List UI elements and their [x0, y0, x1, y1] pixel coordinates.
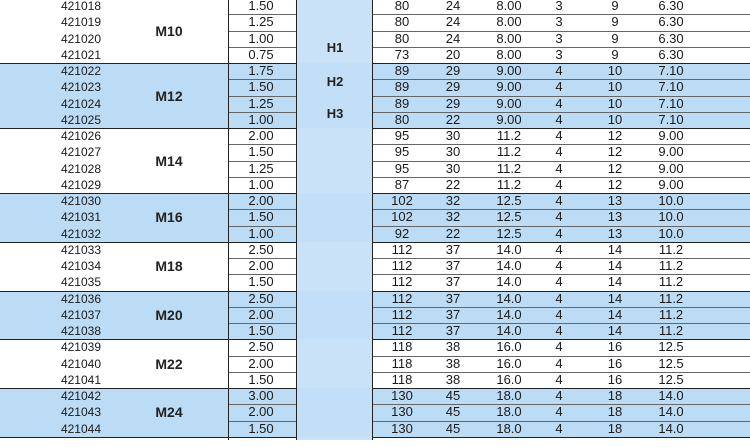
cell-c: 12.5: [496, 225, 522, 241]
cell-b: 37: [445, 323, 461, 338]
cell-a: 130: [391, 420, 413, 436]
cell-b: 29: [445, 79, 461, 95]
cell-a: 80: [394, 14, 410, 30]
cell-a: 112: [391, 306, 413, 322]
cell-code: 421019: [60, 15, 101, 30]
cell-e: 12: [607, 128, 623, 143]
cell-pitch: 3.00: [248, 388, 274, 403]
tolerance-column-fg: [296, 0, 372, 440]
cell-a: 130: [391, 404, 413, 420]
cell-code: 421025: [60, 112, 101, 127]
cell-f: 14.0: [658, 420, 684, 436]
tolerance-label: H3: [326, 106, 344, 121]
group-separator: [0, 339, 228, 340]
cell-f: 7.10: [658, 111, 684, 127]
tolerance-label: H2: [326, 74, 344, 89]
cell-e: 18: [607, 388, 623, 403]
tolerance-label: H1: [326, 40, 344, 55]
cell-a: 118: [391, 355, 413, 371]
cell-e: 14: [607, 306, 623, 322]
cell-pitch: 1.50: [248, 323, 274, 338]
cell-e: 13: [607, 225, 623, 241]
group-separator: [0, 193, 228, 194]
cell-e: 12: [607, 144, 623, 160]
cell-b: 24: [445, 14, 461, 30]
cell-b: 32: [445, 193, 461, 208]
cell-d: 4: [555, 160, 563, 176]
cell-d: 4: [555, 371, 563, 387]
cell-a: 130: [391, 388, 413, 403]
cell-e: 18: [607, 420, 623, 436]
cell-c: 8.00: [496, 30, 522, 46]
cell-f: 14.0: [658, 404, 684, 420]
cell-pitch: 2.00: [248, 404, 274, 420]
cell-d: 4: [555, 274, 563, 290]
cell-d: 4: [555, 95, 563, 111]
cell-e: 10: [607, 95, 623, 111]
cell-pitch: 1.50: [248, 144, 274, 160]
cell-code: 421029: [60, 177, 101, 192]
cell-pitch: 1.00: [248, 30, 274, 46]
cell-b: 30: [445, 144, 461, 160]
cell-f: 14.0: [658, 388, 684, 403]
cell-c: 9.00: [496, 63, 522, 78]
cell-e: 14: [607, 290, 623, 306]
cell-pitch: 2.50: [248, 241, 274, 257]
cell-b: 32: [445, 209, 461, 225]
cell-e: 16: [607, 339, 623, 355]
cell-f: 12.5: [658, 339, 684, 355]
group-separator: [228, 437, 296, 438]
cell-f: 6.30: [658, 30, 684, 46]
cell-f: 6.30: [658, 46, 684, 62]
cell-e: 13: [607, 209, 623, 225]
cell-b: 38: [445, 339, 461, 355]
cell-c: 18.0: [496, 420, 522, 436]
cell-b: 30: [445, 160, 461, 176]
cell-a: 73: [394, 46, 410, 62]
group-separator: [0, 242, 228, 243]
cell-e: 16: [607, 355, 623, 371]
cell-a: 92: [394, 225, 410, 241]
cell-f: 11.2: [658, 290, 684, 306]
cell-pitch: 2.00: [248, 128, 274, 143]
cell-c: 14.0: [496, 323, 522, 338]
cell-a: 95: [394, 144, 410, 160]
cell-pitch: 2.00: [248, 258, 274, 273]
thread-size-label: M18: [155, 258, 183, 275]
cell-pitch: 2.00: [248, 193, 274, 208]
cell-a: 112: [391, 258, 413, 273]
cell-a: 102: [391, 209, 413, 225]
cell-code: 421034: [60, 259, 101, 273]
cell-c: 8.00: [496, 46, 522, 62]
cell-pitch: 1.25: [248, 160, 274, 176]
cell-d: 4: [555, 193, 563, 208]
cell-b: 45: [445, 420, 461, 436]
cell-c: 14.0: [496, 241, 522, 257]
cell-code: 421028: [60, 161, 101, 176]
cell-b: 29: [445, 95, 461, 111]
cell-pitch: 1.50: [248, 209, 274, 225]
cell-d: 4: [555, 290, 563, 306]
cell-d: 4: [555, 306, 563, 322]
cell-a: 89: [394, 79, 410, 95]
thread-size-label: M24: [155, 404, 183, 421]
cell-pitch: 2.00: [248, 306, 274, 322]
column-line: [372, 0, 373, 440]
cell-c: 14.0: [496, 290, 522, 306]
cell-d: 4: [555, 388, 563, 403]
cell-pitch: 1.50: [248, 79, 274, 95]
cell-c: 11.2: [496, 160, 522, 176]
cell-d: 4: [555, 225, 563, 241]
group-separator: [0, 63, 228, 64]
cell-code: 421036: [60, 291, 101, 306]
cell-f: 7.10: [658, 95, 684, 111]
cell-f: 10.0: [658, 193, 684, 208]
cell-a: 80: [394, 0, 410, 13]
cell-a: 89: [394, 95, 410, 111]
cell-c: 18.0: [496, 388, 522, 403]
cell-f: 10.0: [658, 225, 684, 241]
cell-d: 4: [555, 111, 563, 127]
cell-e: 13: [607, 193, 623, 208]
cell-pitch: 1.25: [248, 95, 274, 111]
cell-b: 37: [445, 241, 461, 257]
cell-e: 16: [607, 371, 623, 387]
cell-d: 4: [555, 258, 563, 273]
cell-e: 9: [611, 30, 619, 46]
cell-e: 14: [607, 274, 623, 290]
cell-d: 4: [555, 128, 563, 143]
cell-c: 12.5: [496, 193, 522, 208]
thread-size-label: M20: [155, 306, 183, 323]
cell-c: 9.00: [496, 95, 522, 111]
cell-f: 9.00: [658, 176, 684, 192]
cell-c: 16.0: [496, 355, 522, 371]
cell-b: 22: [445, 225, 461, 241]
cell-d: 4: [555, 323, 563, 338]
cell-d: 3: [555, 0, 563, 13]
cell-code: 421020: [60, 31, 101, 46]
cell-c: 14.0: [496, 306, 522, 322]
cell-a: 102: [391, 193, 413, 208]
cell-code: 421042: [60, 389, 101, 403]
cell-f: 11.2: [658, 258, 684, 273]
cell-c: 9.00: [496, 79, 522, 95]
cell-code: 421018: [60, 0, 101, 13]
cell-f: 6.30: [658, 0, 684, 13]
cell-c: 8.00: [496, 14, 522, 30]
cell-d: 3: [555, 46, 563, 62]
cell-b: 24: [445, 0, 461, 13]
cell-pitch: 1.50: [248, 420, 274, 436]
cell-b: 45: [445, 404, 461, 420]
cell-pitch: 1.75: [248, 63, 274, 78]
column-line: [296, 0, 297, 440]
cell-a: 112: [391, 274, 413, 290]
cell-b: 38: [445, 371, 461, 387]
cell-f: 12.5: [658, 371, 684, 387]
cell-code: 421035: [60, 275, 101, 290]
cell-b: 20: [445, 46, 461, 62]
cell-d: 4: [555, 404, 563, 420]
cell-d: 4: [555, 339, 563, 355]
cell-a: 95: [394, 160, 410, 176]
cell-code: 421044: [60, 421, 101, 436]
cell-code: 421027: [60, 145, 101, 160]
cell-pitch: 1.50: [248, 371, 274, 387]
cell-a: 80: [394, 111, 410, 127]
cell-f: 9.00: [658, 128, 684, 143]
cell-f: 9.00: [658, 144, 684, 160]
cell-d: 4: [555, 209, 563, 225]
cell-b: 45: [445, 388, 461, 403]
cell-b: 37: [445, 258, 461, 273]
cell-d: 3: [555, 14, 563, 30]
cell-f: 9.00: [658, 160, 684, 176]
cell-c: 14.0: [496, 258, 522, 273]
cell-code: 421031: [60, 210, 101, 225]
cell-e: 9: [611, 14, 619, 30]
cell-f: 11.2: [658, 306, 684, 322]
cell-pitch: 0.75: [248, 46, 274, 62]
cell-f: 11.2: [658, 241, 684, 257]
cell-e: 14: [607, 241, 623, 257]
cell-e: 10: [607, 79, 623, 95]
cell-c: 9.00: [496, 111, 522, 127]
thread-size-label: M10: [155, 22, 183, 39]
cell-a: 95: [394, 128, 410, 143]
cell-code: 421021: [60, 47, 101, 62]
group-separator: [0, 128, 228, 129]
cell-b: 30: [445, 128, 461, 143]
cell-d: 4: [555, 79, 563, 95]
group-separator: [0, 437, 228, 438]
cell-code: 421032: [60, 226, 101, 241]
cell-d: 4: [555, 176, 563, 192]
thread-size-label: M14: [155, 152, 183, 169]
cell-d: 4: [555, 63, 563, 78]
cell-f: 6.30: [658, 14, 684, 30]
thread-size-label: M12: [155, 87, 183, 104]
cell-c: 8.00: [496, 0, 522, 13]
cell-a: 112: [391, 241, 413, 257]
cell-e: 14: [607, 258, 623, 273]
cell-code: 421041: [60, 372, 101, 387]
thread-size-label: M16: [155, 209, 183, 226]
group-separator: [372, 437, 750, 438]
cell-f: 7.10: [658, 63, 684, 78]
group-separator: [0, 388, 228, 389]
cell-e: 10: [607, 63, 623, 78]
cell-pitch: 2.00: [248, 355, 274, 371]
cell-b: 22: [445, 111, 461, 127]
cell-d: 4: [555, 241, 563, 257]
cell-f: 12.5: [658, 355, 684, 371]
cell-e: 9: [611, 46, 619, 62]
cell-c: 14.0: [496, 274, 522, 290]
cell-d: 4: [555, 420, 563, 436]
cell-c: 16.0: [496, 371, 522, 387]
cell-pitch: 1.50: [248, 0, 274, 13]
cell-a: 112: [391, 323, 413, 338]
cell-d: 4: [555, 355, 563, 371]
cell-e: 14: [607, 323, 623, 338]
cell-code: 421026: [60, 129, 101, 143]
cell-code: 421022: [60, 64, 101, 78]
cell-code: 421040: [60, 356, 101, 371]
cell-a: 80: [394, 30, 410, 46]
cell-c: 16.0: [496, 339, 522, 355]
cell-b: 29: [445, 63, 461, 78]
cell-c: 11.2: [496, 176, 522, 192]
cell-code: 421024: [60, 96, 101, 111]
thread-size-label: M22: [155, 355, 183, 372]
cell-a: 118: [391, 339, 413, 355]
cell-code: 421033: [60, 242, 101, 257]
cell-pitch: 1.50: [248, 274, 274, 290]
cell-code: 421039: [60, 340, 101, 355]
cell-b: 24: [445, 30, 461, 46]
cell-b: 38: [445, 355, 461, 371]
cell-code: 421030: [60, 194, 101, 208]
cell-e: 9: [611, 0, 619, 13]
cell-f: 11.2: [658, 274, 684, 290]
cell-d: 3: [555, 30, 563, 46]
column-line: [228, 0, 229, 440]
cell-code: 421043: [60, 405, 101, 420]
cell-code: 421038: [60, 324, 101, 338]
cell-c: 11.2: [496, 144, 522, 160]
cell-code: 421023: [60, 80, 101, 95]
cell-b: 37: [445, 290, 461, 306]
cell-pitch: 2.50: [248, 290, 274, 306]
cell-e: 10: [607, 111, 623, 127]
cell-pitch: 1.25: [248, 14, 274, 30]
cell-f: 7.10: [658, 79, 684, 95]
cell-code: 421037: [60, 307, 101, 322]
cell-pitch: 1.00: [248, 111, 274, 127]
cell-c: 11.2: [496, 128, 522, 143]
cell-pitch: 2.50: [248, 339, 274, 355]
cell-c: 18.0: [496, 404, 522, 420]
cell-pitch: 1.00: [248, 176, 274, 192]
cell-b: 37: [445, 274, 461, 290]
cell-e: 12: [607, 176, 623, 192]
cell-a: 112: [391, 290, 413, 306]
cell-a: 89: [394, 63, 410, 78]
cell-b: 37: [445, 306, 461, 322]
cell-c: 12.5: [496, 209, 522, 225]
group-separator: [0, 291, 228, 292]
cell-b: 22: [445, 176, 461, 192]
cell-a: 118: [391, 371, 413, 387]
cell-f: 11.2: [658, 323, 684, 338]
cell-e: 12: [607, 160, 623, 176]
cell-a: 87: [394, 176, 410, 192]
cell-pitch: 1.00: [248, 225, 274, 241]
cell-e: 18: [607, 404, 623, 420]
cell-d: 4: [555, 144, 563, 160]
cell-f: 10.0: [658, 209, 684, 225]
